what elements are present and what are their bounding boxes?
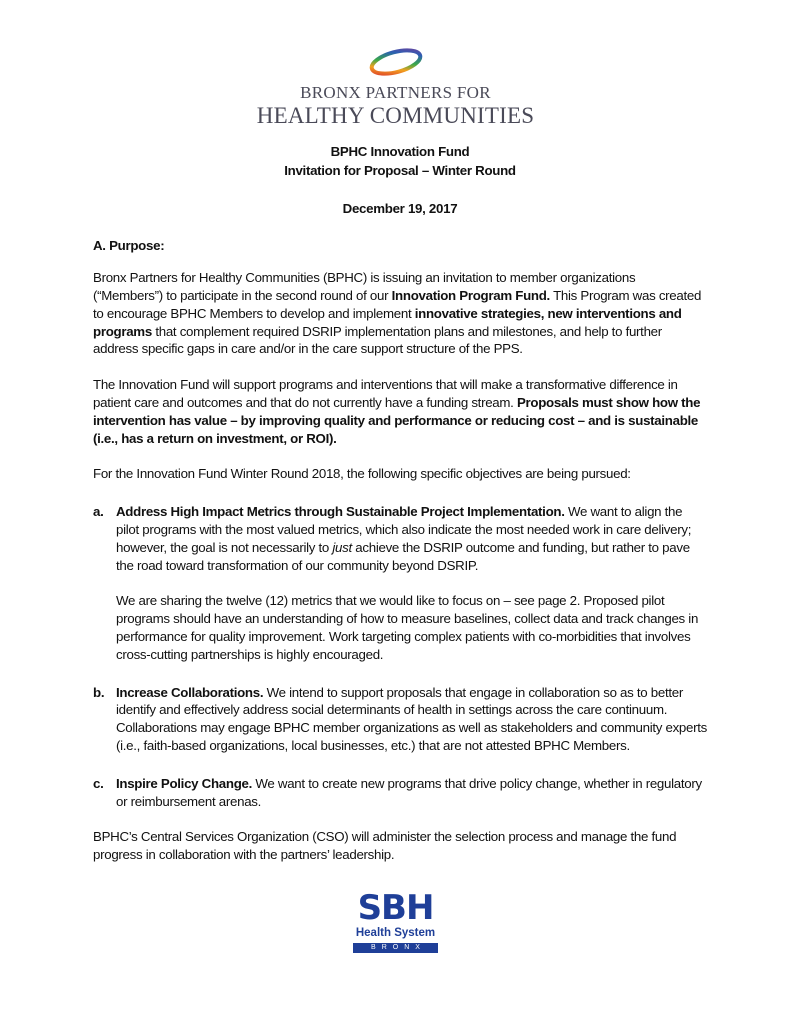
rainbow-ring-icon — [366, 48, 426, 76]
objective-c: c. Inspire Policy Change. We want to create new programs that drive policy change, whether in regulatory or reimbursement arenas. — [93, 775, 702, 809]
document-body — [93, 143, 707, 864]
section-heading: A. Purpose: — [93, 238, 165, 254]
objective-a: a. Address High Impact Metrics through Sustainable Project Implementation. We want to align the pilot programs with the most valued metrics, which also indicate the most needed work in care delivery; however, the goal is not necessarily to just achieve the DSRIP outcome and funding, but rather to pave the road toward transformation of our community beyond DSRIP. We are sharing the twelve (12) metrics that we would like to focus on – see page 2. Proposed pilot programs should have an understanding of how to measure baselines, collect data and track changes in performance for quality improvement. Work targeting complex patients with co-morbidities that involves cross-cutting partnerships is highly encouraged. — [93, 503, 707, 663]
logo-line-2: HEALTHY COMMUNITIES — [256, 103, 535, 128]
sbh-logo: SBH Health System BRONX — [353, 890, 438, 953]
objective-b: b. Increase Collaborations. We intend to support proposals that engage in collaboration so as to better identify and effectively address social determinants of health in settings across the care continuum. Collaborations may engage BPHC member organizations as well as stakeholders and community experts (i.e., faith-based organizations, local businesses, etc.) that are not attested BPHC Members. — [93, 684, 707, 753]
purpose-paragraph-3: For the Innovation Fund Winter Round 2018, the following specific objectives are being pursued: — [93, 466, 631, 482]
closing-paragraph: BPHC’s Central Services Organization (CSO) will administer the selection process and manage the fund progress in collaboration with the partners’ leadership. — [93, 829, 677, 863]
purpose-paragraph-2: The Innovation Fund will support programs and interventions that will make a transformative difference in patient care and outcomes and that do not currently have a funding stream. Proposals must show how the intervention has value – by improving quality and performance or reducing cost – and is sustainable (i.e., has a return on investment, or ROI). — [93, 377, 701, 446]
bphc-logo — [0, 0, 791, 129]
objective-a-detail: We are sharing the twelve (12) metrics that we would like to focus on – see page 2. Proposed pilot programs should have an understanding of how to measure baselines, collect data and track changes in performance for quality improvement. Work targeting complex patients with co-morbidities that involves cross-cutting partnerships is highly encouraged. — [116, 593, 699, 662]
logo-line-1: BRONX PARTNERS FOR — [300, 83, 491, 102]
doc-title: BPHC Innovation Fund — [330, 144, 470, 159]
purpose-paragraph-1: Bronx Partners for Healthy Communities (BPHC) is issuing an invitation to member organizations (“Members”) to participate in the second round of our Innovation Program Fund. This Program was created to encourage BPHC Members to develop and implement innovative strategies, new interventions and programs that complement required DSRIP implementation plans and milestones, and help to further address specific gaps in care and/or in the care support structure of the PPS. — [93, 270, 702, 357]
doc-subtitle: Invitation for Proposal – Winter Round — [284, 162, 516, 178]
doc-date: December 19, 2017 — [342, 200, 458, 216]
